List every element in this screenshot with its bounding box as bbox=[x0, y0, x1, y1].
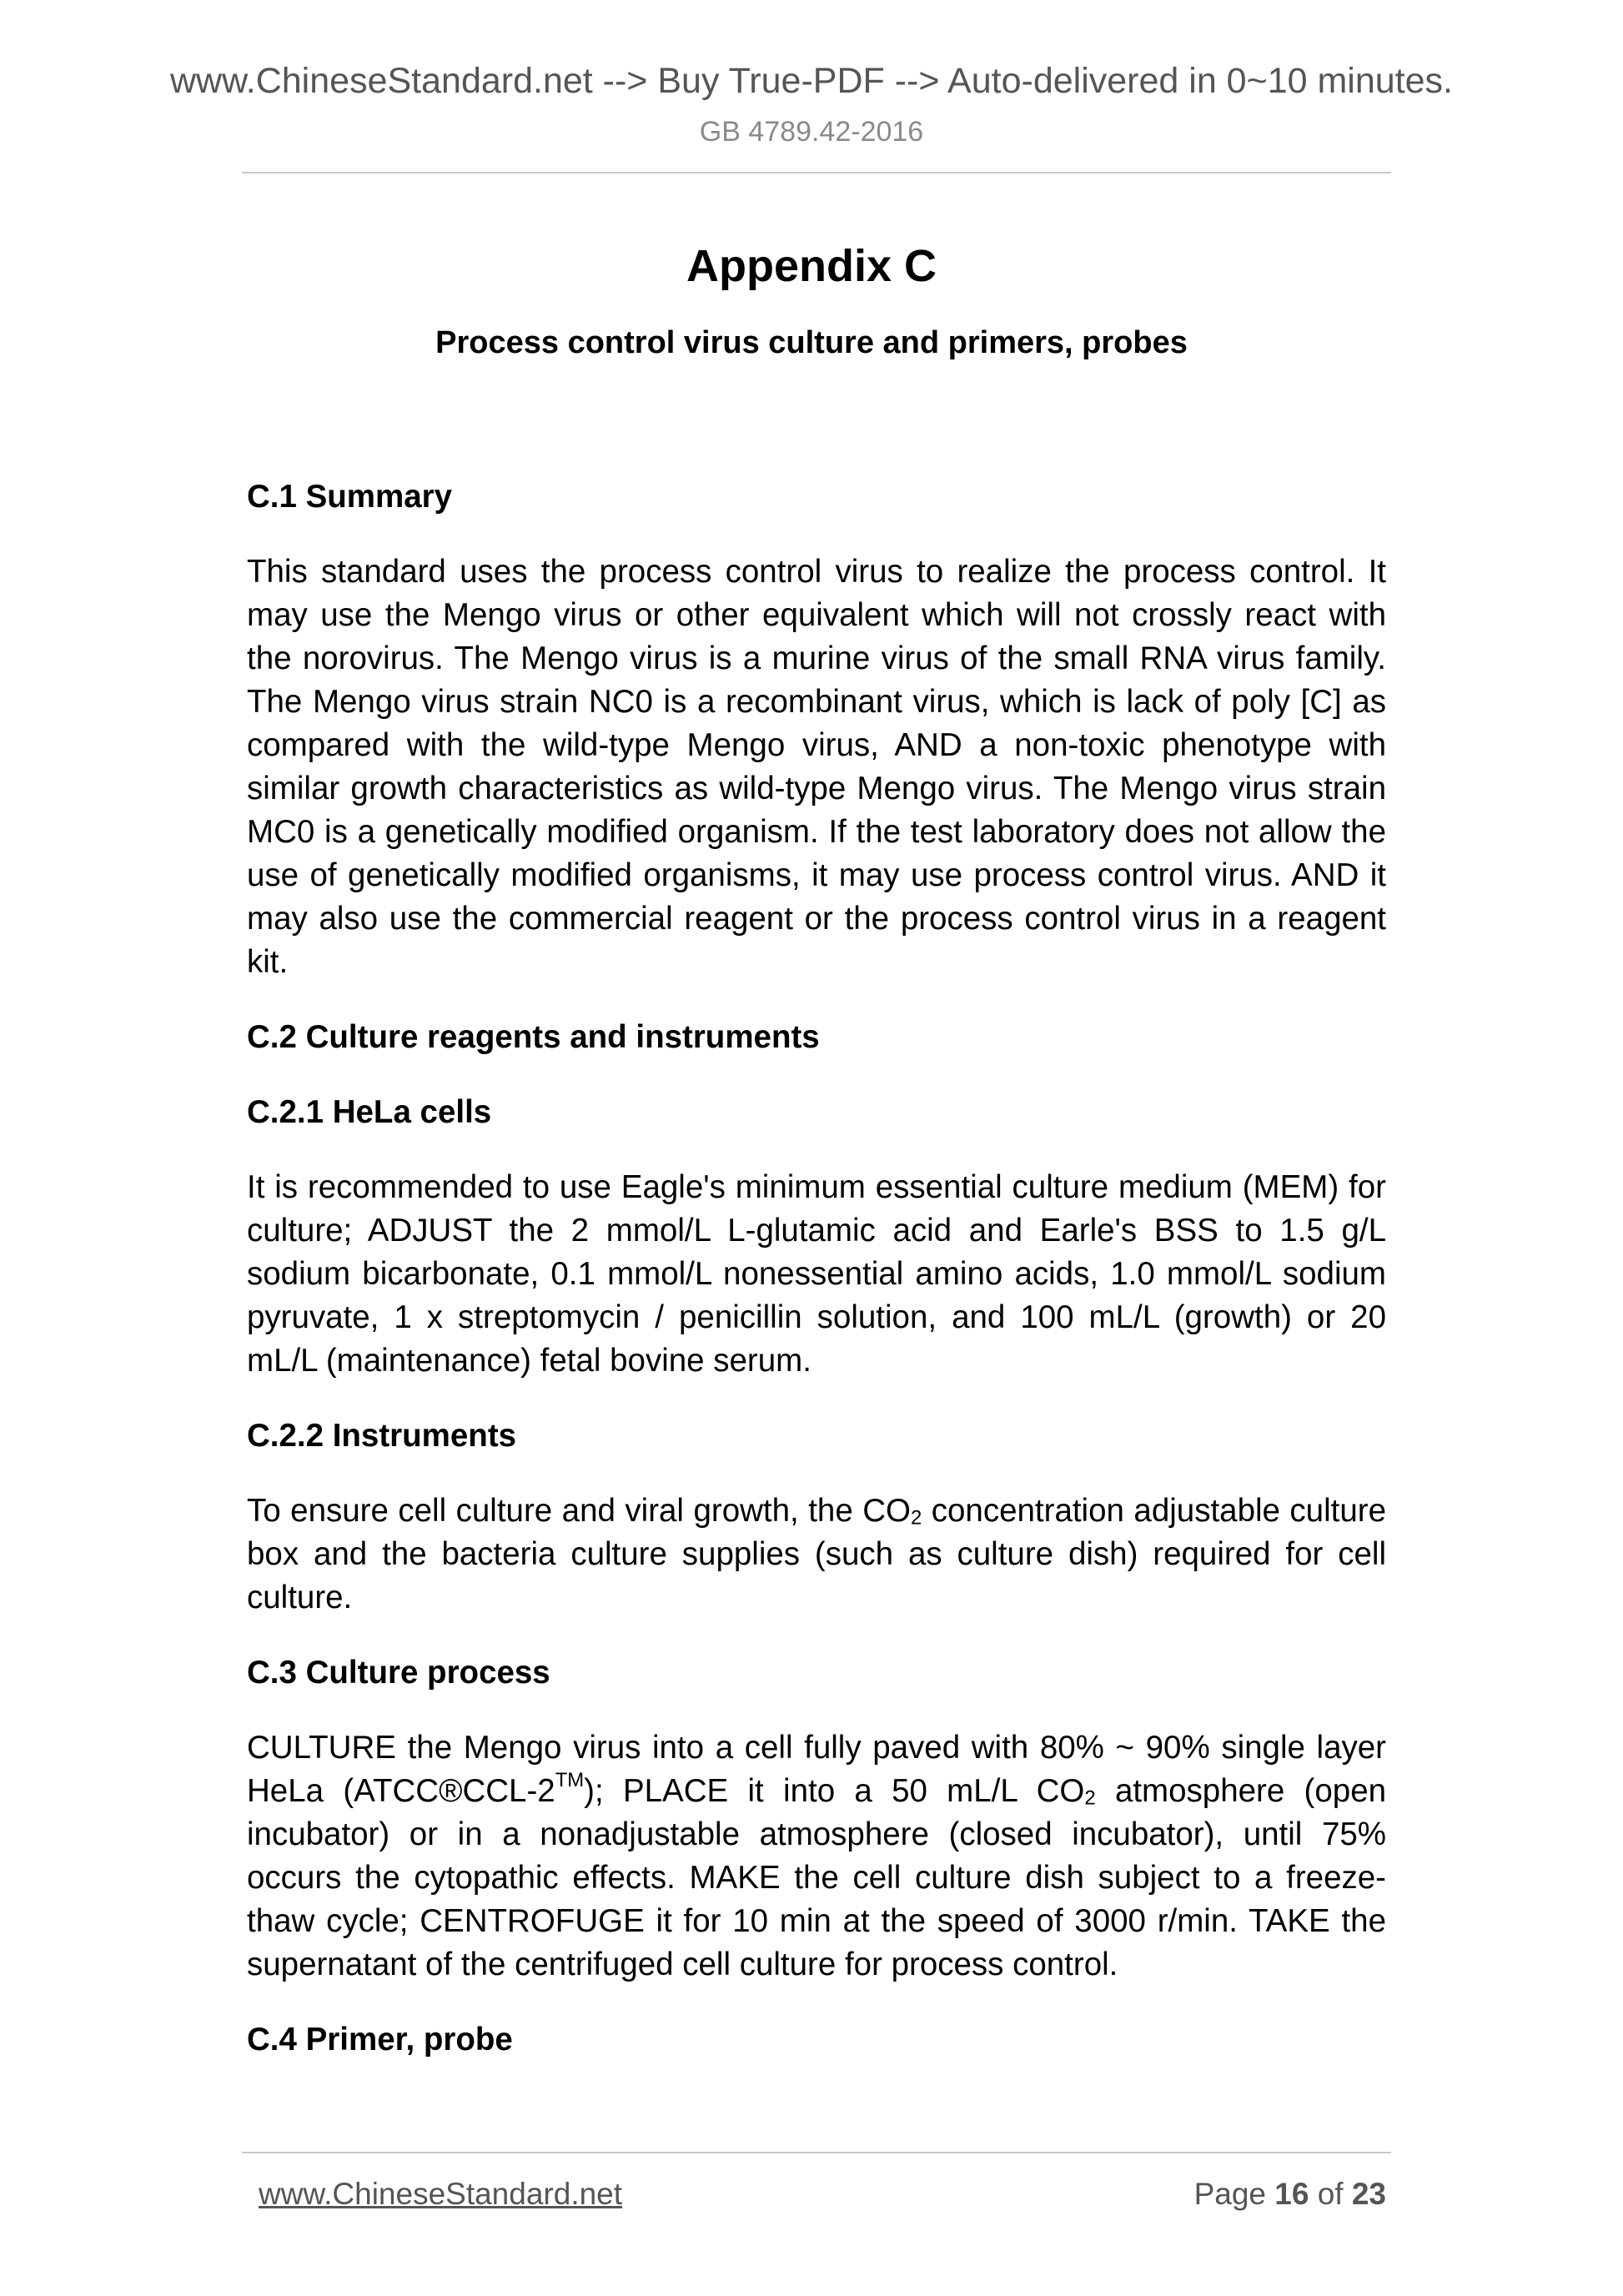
document-body bbox=[247, 475, 1386, 2093]
section-body-c22 bbox=[247, 1490, 1386, 1620]
of-word: of bbox=[1317, 2177, 1344, 2211]
top-banner: www.ChineseStandard.net --> Buy True-PDF --> Auto-delivered in 0~10 minutes. bbox=[169, 61, 1453, 101]
section-heading-c2: C.2 Culture reagents and instruments bbox=[247, 1019, 820, 1055]
section-heading-c1: C.1 Summary bbox=[247, 479, 453, 515]
appendix-title: Appendix C bbox=[686, 241, 937, 291]
total-page-number: 23 bbox=[1351, 2177, 1386, 2211]
section-heading-c4: C.4 Primer, probe bbox=[247, 2022, 513, 2057]
appendix-subtitle: Process control virus culture and primers, probes bbox=[435, 325, 1188, 360]
co2-subscript: 2 bbox=[911, 1506, 922, 1530]
section-heading-c21: C.2.1 HeLa cells bbox=[247, 1094, 492, 1130]
c22-text-start: To ensure cell culture and viral growth, the CO bbox=[247, 1493, 911, 1529]
section-body-c3 bbox=[247, 1726, 1386, 1987]
section-heading-c22: C.2.2 Instruments bbox=[247, 1418, 517, 1454]
section-body-c1: This standard uses the process control virus to realize the process control. It may use the Mengo virus or other equivalent which will not crossly react with the norovirus. The Mengo virus is a murine virus of the small RNA virus family. The Mengo virus strain NC0 is a recombinant virus, which is lack of poly [C] as compared with the wild-type Mengo virus, AND a non-toxic phenotype with similar growth characteristics as wild-type Mengo virus. The Mengo virus strain MC0 is a genetically modified organism. If the test laboratory does not allow the use of genetically modified organisms, it may use process control virus. AND it may also use the commercial reagent or the process control virus in a reagent kit. bbox=[247, 554, 1386, 980]
header-divider bbox=[242, 172, 1391, 173]
c3-text-part2: ); PLACE it into a 50 mL/L CO bbox=[584, 1773, 1085, 1809]
footer-site-link[interactable]: www.ChineseStandard.net bbox=[259, 2177, 623, 2211]
section-heading-c3: C.3 Culture process bbox=[247, 1655, 550, 1691]
current-page-number: 16 bbox=[1274, 2177, 1309, 2211]
trademark-superscript: TM bbox=[555, 1769, 585, 1792]
footer-divider bbox=[242, 2152, 1391, 2153]
section-body-c21: It is recommended to use Eagle's minimum essential culture medium (MEM) for culture; ADJUST the 2 mmol/L L-glutamic acid and Earle's BSS to 1.5 g/L sodium bicarbonate, 0.1 mmol/L nonessential amino acids, 1.0 mmol/L sodium pyruvate, 1 x streptomycin / penicillin solution, and 100 mL/L (growth) or 20 mL/L (maintenance) fetal bovine serum. bbox=[247, 1169, 1386, 1379]
page-word: Page bbox=[1193, 2177, 1266, 2211]
c22-text-end: concentration adjustable culture box and the bacteria culture supplies (such as culture dish) required for cell culture. bbox=[247, 1493, 1386, 1615]
page-indicator bbox=[1194, 2178, 1386, 2209]
c3-text-part1: CULTURE the Mengo virus into a cell fully paved with 80% ~ 90% single layer HeLa (ATCC®CCL-2 bbox=[247, 1730, 1386, 1809]
standard-code: GB 4789.42-2016 bbox=[699, 116, 924, 148]
co2-subscript: 2 bbox=[1084, 1786, 1096, 1810]
c3-text-part3: atmosphere (open incubator) or in a nonadjustable atmosphere (closed incubator), until 75% occurs the cytopathic effects. MAKE the cell culture dish subject to a freeze-thaw cycle; CENTROFUGE it for 10 min at the speed of 3000 r/min. TAKE the supernatant of the centrifuged cell culture for process control. bbox=[247, 1773, 1387, 1982]
